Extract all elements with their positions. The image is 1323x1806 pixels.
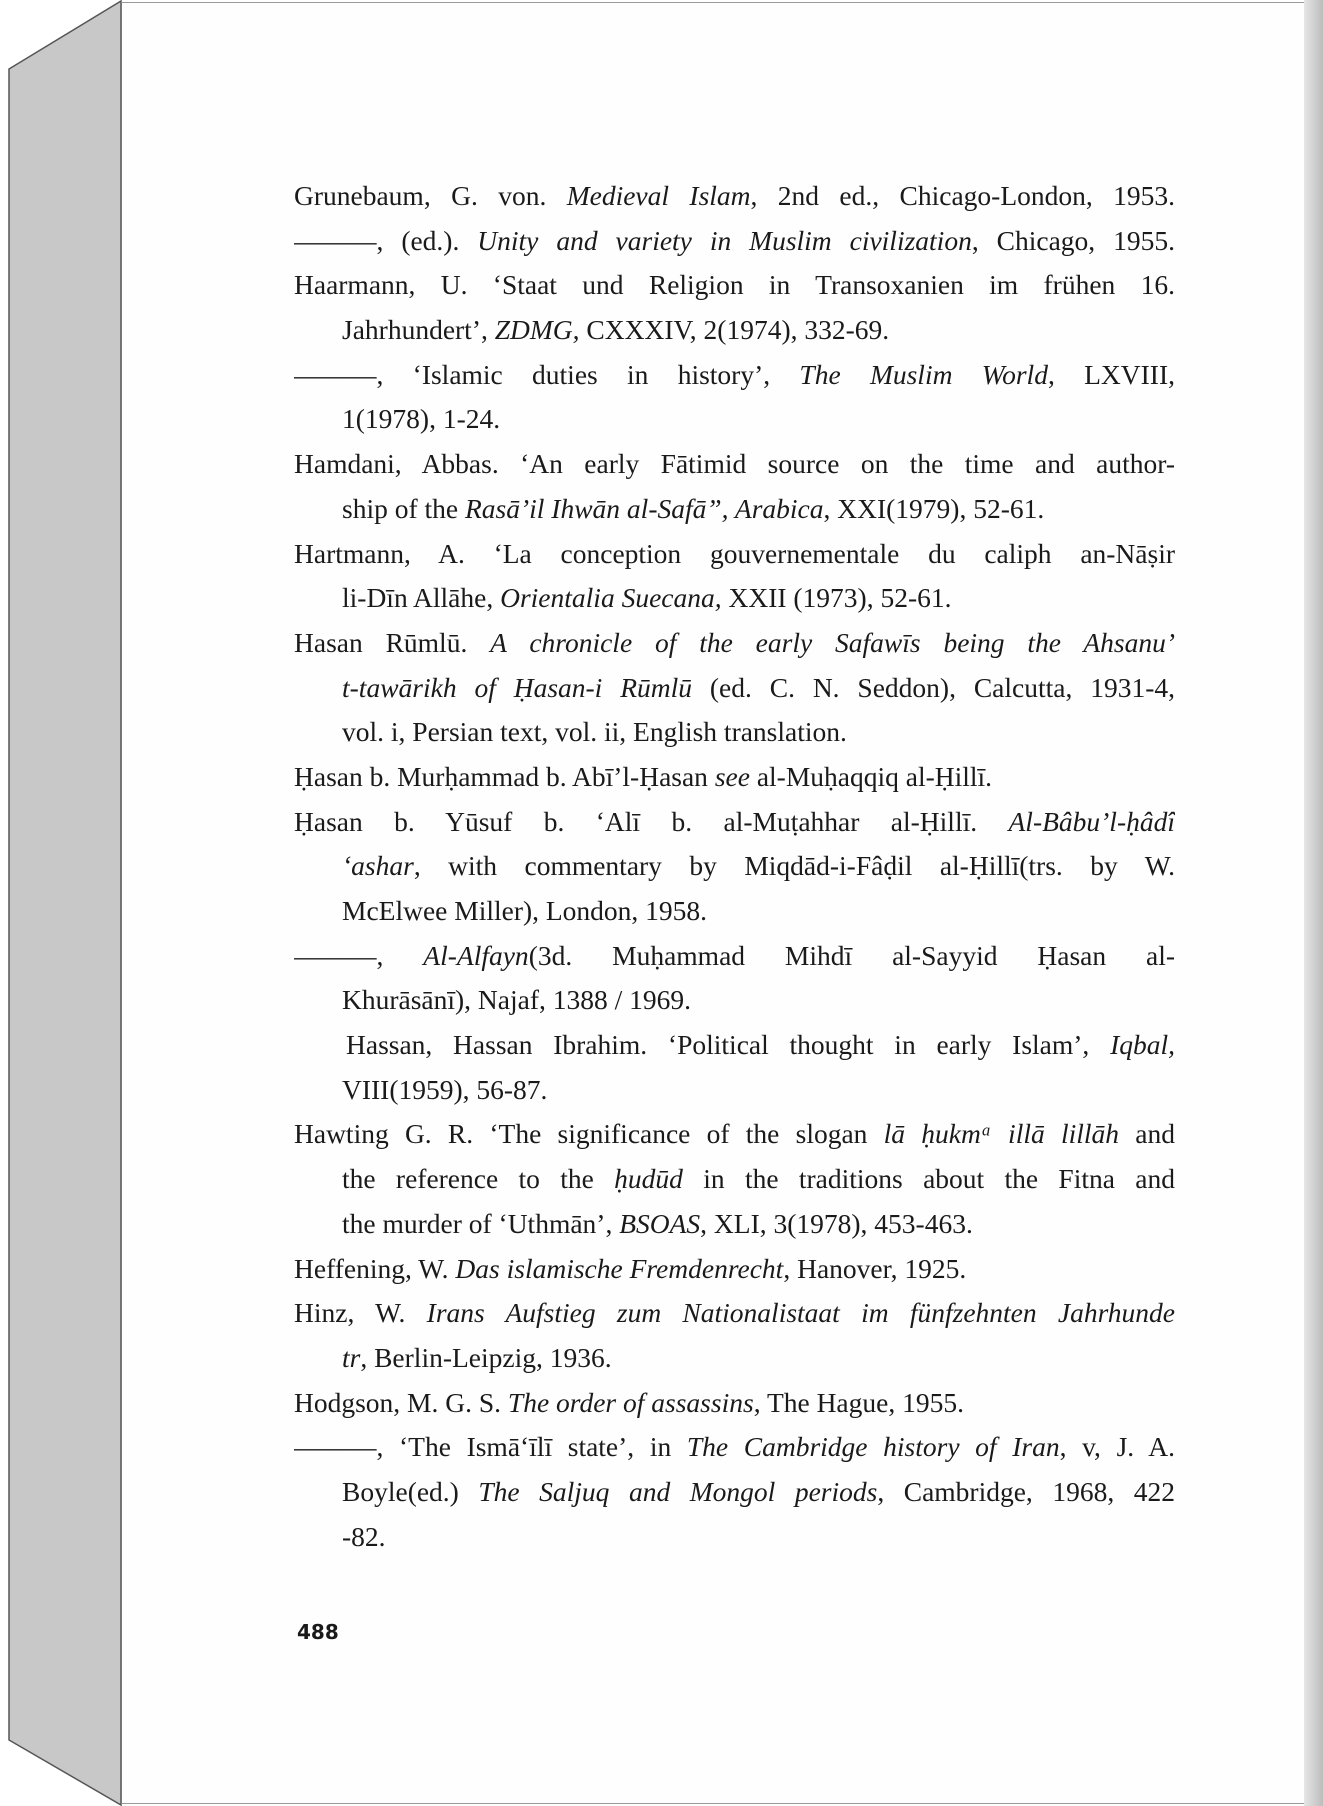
- bibliography-line: [342, 889, 1175, 934]
- bibliography-line: [342, 1336, 1175, 1381]
- bibliography-line: [294, 442, 1175, 487]
- bibliography-line: [294, 174, 1175, 219]
- entry-text: , Berlin-Leipzig, 1936.: [360, 1341, 612, 1373]
- italic-title-text: tr: [342, 1341, 361, 1373]
- bibliography-line: [342, 397, 1175, 442]
- entry-text: , Cambridge, 1968, 422: [877, 1475, 1175, 1507]
- entry-text: Ḥasan b. Murḥammad b. Abī’l-Ḥasan: [294, 760, 715, 792]
- bibliography-list: [294, 174, 1175, 1559]
- italic-title-text: Al-Bâbu’l-ḥâdî: [1008, 805, 1175, 837]
- entry-text: CXXXIV, 2(1974), 332-69.: [579, 314, 890, 346]
- italic-title-text: Irans Aufstieg zum Nationalistaat im fünfzehnten Jahrhunde: [426, 1297, 1175, 1329]
- entry-text: Grunebaum, G. von.: [294, 180, 567, 211]
- entry-text: (ed. C. N. Seddon), Calcutta, 1931-4,: [692, 671, 1175, 703]
- italic-title-text: Das islamische Fremdenrecht: [455, 1252, 784, 1284]
- entry-text: -82.: [342, 1520, 386, 1552]
- italic-title-text: lā ḥukmᵃ illā lillāh: [883, 1118, 1120, 1150]
- entry-text: Jahrhundert’,: [342, 314, 495, 346]
- entry-text: vol. i, Persian text, vol. ii, English translation.: [342, 716, 847, 748]
- italic-title-text: ZDMG,: [494, 314, 580, 346]
- entry-text: , LXVIII,: [1047, 358, 1175, 390]
- entry-text: Hamdani, Abbas. ‘An early Fātimid source on the time and author-: [294, 448, 1175, 480]
- entry-text: ———, ‘The Ismā‘īlī state’, in: [294, 1431, 687, 1463]
- bibliography-line: [342, 1157, 1175, 1202]
- italic-title-text: Medieval Islam: [566, 180, 751, 211]
- entry-text: Khurāsānī), Najaf, 1388 / 1969.: [342, 984, 692, 1016]
- entry-text: McElwee Miller), London, 1958.: [342, 895, 708, 926]
- bibliography-line: [294, 934, 1175, 979]
- page-number: 488: [297, 1620, 339, 1644]
- bibliography-line: [294, 353, 1175, 398]
- entry-text: Boyle(ed.): [342, 1475, 479, 1507]
- bibliography-line: [346, 1023, 1175, 1068]
- italic-title-text: ḥudūd: [614, 1163, 683, 1195]
- entry-text: , 2nd ed., Chicago-London, 1953.: [750, 180, 1175, 211]
- entry-text: the reference to the: [342, 1163, 615, 1195]
- italic-title-text: Orientalia Suecana,: [500, 582, 722, 614]
- bibliography-line: [342, 308, 1175, 353]
- entry-text: , XLI, 3(1978), 453-463.: [700, 1207, 973, 1239]
- italic-title-text: The Saljuq and Mongol periods: [478, 1475, 878, 1507]
- bibliography-line: [294, 1291, 1175, 1336]
- entry-text: VIII(1959), 56-87.: [342, 1073, 548, 1105]
- entry-text: Hartmann, A. ‘La conception gouvernementale du caliph an-Nāṣir: [294, 537, 1175, 569]
- entry-text: Hassan, Hassan Ibrahim. ‘Political thought in early Islam’,: [346, 1029, 1111, 1061]
- italic-title-text: The Cambridge history of Iran: [686, 1431, 1060, 1463]
- bibliography-line: [294, 621, 1175, 666]
- entry-text: , v, J. A.: [1059, 1431, 1175, 1463]
- entry-text: Hawting G. R. ‘The significance of the slogan: [294, 1118, 884, 1150]
- italic-title-text: The order of assassins: [507, 1386, 754, 1418]
- entry-text: Hodgson, M. G. S.: [294, 1386, 508, 1418]
- book-spine-side: [9, 1, 121, 1805]
- entry-text: 1(1978), 1-24.: [342, 403, 501, 435]
- italic-title-text: A chronicle of the early Safawīs being the Ahsanu’: [490, 626, 1175, 658]
- bibliography-line: [342, 576, 1175, 621]
- bibliography-line: [342, 978, 1175, 1023]
- bibliography-line: [294, 755, 1175, 800]
- entry-text: ———, ‘Islamic duties in history’,: [294, 358, 800, 390]
- entry-text: Hasan Rūmlū.: [294, 626, 491, 658]
- bibliography-line: [294, 1112, 1175, 1157]
- bibliography-line: [342, 1068, 1175, 1113]
- italic-title-text: see: [714, 760, 750, 792]
- entry-text: XXII (1973), 52-61.: [721, 582, 952, 614]
- italic-title-text: t-tawārikh of Ḥasan-i Rūmlū: [342, 671, 692, 703]
- italic-title-text: ‘ashar: [342, 850, 414, 882]
- bibliography-line: [294, 263, 1175, 308]
- bibliography-line: [294, 219, 1175, 264]
- bibliography-line: [294, 1381, 1175, 1426]
- page-edge-shadow: [1304, 0, 1323, 1806]
- entry-text: , with commentary by Miqdād-i-Fâḍil al-Ḥillī(trs. by W.: [413, 850, 1175, 882]
- bibliography-line: [342, 487, 1175, 532]
- entry-text: Hinz, W.: [294, 1297, 427, 1329]
- entry-text: and: [1119, 1118, 1175, 1150]
- entry-text: ———,: [294, 939, 424, 971]
- italic-title-text: Rasā’il Ihwān al-Safā”, Arabica: [464, 492, 824, 524]
- italic-title-text: Unity and variety in Muslim civilization: [477, 224, 972, 256]
- bibliography-line: [294, 532, 1175, 577]
- entry-text: Haarmann, U. ‘Staat und Religion in Transoxanien im frühen 16.: [294, 269, 1175, 301]
- bibliography-line: [294, 1247, 1175, 1292]
- entry-text: li-Dīn Allāhe,: [342, 582, 501, 614]
- entry-text: al-Muḥaqqiq al-Ḥillī.: [749, 760, 993, 792]
- italic-title-text: The Muslim World: [799, 358, 1048, 390]
- entry-text: ———, (ed.).: [294, 224, 478, 256]
- entry-text: ship of the: [342, 492, 465, 524]
- entry-text: , XXI(1979), 52-61.: [823, 492, 1045, 524]
- bibliography-line: [342, 1515, 1175, 1560]
- entry-text: in the traditions about the Fitna and: [682, 1163, 1175, 1195]
- bibliography-line: [342, 666, 1175, 711]
- entry-text: , Hanover, 1925.: [783, 1252, 967, 1284]
- entry-text: the murder of ‘Uthmān’,: [342, 1207, 620, 1239]
- italic-title-text: Iqbal,: [1110, 1029, 1175, 1061]
- italic-title-text: Al-Alfayn: [423, 939, 529, 971]
- entry-text: , The Hague, 1955.: [753, 1386, 964, 1418]
- bibliography-line: [294, 800, 1175, 845]
- bibliography-line: [342, 710, 1175, 755]
- bibliography-line: [342, 1202, 1175, 1247]
- bibliography-line: [294, 1425, 1175, 1470]
- entry-text: Heffening, W.: [294, 1252, 456, 1284]
- italic-title-text: BSOAS: [619, 1207, 701, 1239]
- entry-text: (3d. Muḥammad Mihdī al-Sayyid Ḥasan al-: [528, 939, 1175, 971]
- entry-text: Ḥasan b. Yūsuf b. ‘Alī b. al-Muṭahhar al-Ḥillī.: [294, 805, 1009, 837]
- bibliography-line: [342, 844, 1175, 889]
- entry-text: , Chicago, 1955.: [971, 224, 1175, 256]
- bibliography-line: [342, 1470, 1175, 1515]
